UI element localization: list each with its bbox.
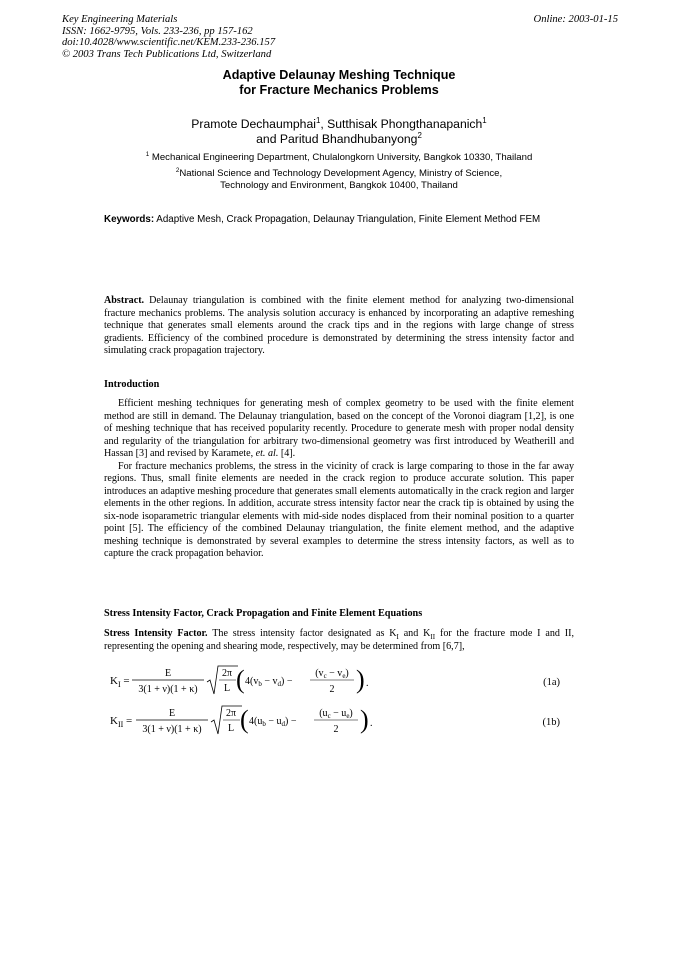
svg-text:.: . bbox=[366, 678, 369, 689]
affiliation-marker: 1 bbox=[315, 115, 321, 125]
equation-formula bbox=[110, 704, 530, 740]
svg-text:(vc − ve): $(v_c - v_e)$ bbox=[315, 668, 349, 680]
author-name: Pramote Dechaumphai bbox=[191, 117, 316, 131]
equation-number: (1b) bbox=[542, 717, 560, 728]
svg-text:(: ( bbox=[240, 705, 249, 734]
introduction-body bbox=[104, 398, 574, 561]
svg-text:4(ub − ud) −: $4(u_b - u_d)$ − bbox=[249, 716, 297, 728]
paragraph bbox=[104, 398, 574, 461]
svg-text:2: 2 bbox=[329, 684, 335, 695]
paragraph-text: and K bbox=[398, 628, 431, 639]
svg-text:.: . bbox=[370, 718, 373, 729]
affiliation-number: 1 bbox=[145, 150, 150, 158]
svg-text:KII =: $K_{II}$ = bbox=[110, 715, 133, 729]
affiliation-text-cont: Technology and Environment, Bangkok 10400, Thailand bbox=[220, 180, 458, 191]
paragraph-text: Efficient meshing techniques for generating mesh of complex geometry to be used with the finite element method are still in demand. The Delaunay triangulation, based on the concept of the Voronoi diagram [1,2], is one of meshing technique that has received popularity recently. Procedure to generate mesh with proper nodal density and regularity of the triangulation for arbitrary two-dimensional geometry was first introduced by Weatherill and Hassan [3] and revised by Karamete, bbox=[104, 398, 574, 459]
svg-text:E: E bbox=[164, 668, 172, 679]
affiliation-marker: 1 bbox=[482, 115, 487, 125]
affiliation-2 bbox=[0, 168, 678, 192]
author-name: Paritud Bhandhubanyong bbox=[279, 132, 418, 146]
abstract bbox=[104, 295, 574, 358]
paragraph-text: The stress intensity factor designated as K bbox=[212, 628, 397, 639]
issn-line: ISSN: 1662-9795, Vols. 233-236, pp 157-162 bbox=[62, 25, 253, 37]
paragraph: For fracture mechanics problems, the stress in the vicinity of crack is large comparing to those in the far away regions. Thus, small finite elements are needed in the crack region to produce accurate solution. This paper introduces an adaptive meshing procedure that generates small elements automatically in the crack region and larger elements in the other regions. In addition, accurate stress intensity factor near the crack tip is obtained by using the six-node isoparametric triangular elements with mid-side nodes displaced from their nominal position to a quarter point [5]. The efficiency of the combined Delaunay triangulation, the finite element method, and the adaptive meshing technique is demonstrated by several examples to determine the stress intensity factors, as well as to capture the crack propagation behavior. bbox=[104, 460, 574, 559]
svg-text:(uc − ue): $(u_c - u_e)$ bbox=[319, 708, 353, 720]
copyright-line: © 2003 Trans Tech Publications Ltd, Switzerland bbox=[62, 48, 272, 60]
svg-text:L: L bbox=[223, 683, 231, 694]
citation-text: [4]. bbox=[280, 448, 296, 459]
svg-text:2π: 2π bbox=[225, 708, 237, 719]
affiliation-number: 2 bbox=[175, 166, 180, 174]
affiliation-1 bbox=[0, 152, 678, 164]
svg-text:2π: 2π bbox=[221, 668, 233, 679]
equation-1b bbox=[110, 704, 580, 738]
etal-text: et. al. bbox=[255, 448, 279, 459]
journal-name: Key Engineering Materials bbox=[62, 14, 178, 25]
keywords-text: Adaptive Mesh, Crack Propagation, Delaunay Triangulation, Finite Element Method FEM bbox=[156, 214, 541, 225]
svg-text:L: L bbox=[227, 723, 235, 734]
affiliation-marker: 2 bbox=[417, 130, 422, 140]
equation-number: (1a) bbox=[543, 677, 560, 688]
subscript: I bbox=[396, 633, 399, 642]
section-heading-sif: Stress Intensity Factor, Crack Propagation and Finite Element Equations bbox=[104, 608, 423, 619]
online-date: Online: 2003-01-15 bbox=[533, 14, 618, 25]
affiliation-text: National Science and Technology Development Agency, Ministry of Science, bbox=[179, 168, 503, 179]
title-line-2: for Fracture Mechanics Problems bbox=[239, 83, 439, 97]
doi-line: doi:10.4028/www.scientific.net/KEM.233-236.157 bbox=[62, 37, 276, 49]
sif-paragraph bbox=[104, 628, 574, 653]
author-line-1: Pramote Dechaumphai$^1$, Sutthisak Phongthanapanich$^1$ bbox=[191, 115, 487, 131]
equation-formula bbox=[110, 664, 530, 700]
svg-text:4(vb − vd) −: $4(v_b - v_d)$ − bbox=[245, 676, 293, 688]
subsection-label: Stress Intensity Factor. bbox=[104, 628, 208, 639]
svg-text:3(1 + ν)(1 + κ): 3(1 + ν)(1 + κ) bbox=[138, 684, 198, 695]
keywords-label: Keywords: bbox=[104, 214, 155, 225]
svg-text:E: E bbox=[168, 708, 176, 719]
paragraph-text: for the fracture mode I and II, representing the opening and shearing mode, respectively, may be determined from [6,7], bbox=[104, 628, 575, 652]
svg-text:(: ( bbox=[236, 665, 245, 694]
equation-1a bbox=[110, 664, 580, 698]
keywords bbox=[104, 214, 544, 226]
author-list bbox=[0, 117, 678, 147]
subscript: II bbox=[430, 633, 436, 642]
abstract-text: Delaunay triangulation is combined with the finite element method for analyzing two-dimensional fracture mechanics problems. The analysis solution accuracy is enhanced by incorporating an adaptive remeshing technique that generates small elements around the crack tips and in the regions with large change of stress gradients. Efficiency of the combined procedure is demonstrated by determining the stress intensity factor and simulating crack propagation trajectory. bbox=[104, 295, 574, 356]
svg-text:2: 2 bbox=[333, 724, 339, 735]
author-name: Sutthisak Phongthanapanich bbox=[327, 117, 483, 131]
author-conjunction: and bbox=[256, 132, 280, 146]
svg-text:3(1 + ν)(1 + κ): 3(1 + ν)(1 + κ) bbox=[142, 724, 202, 735]
abstract-label: Abstract. bbox=[104, 295, 145, 306]
journal-header bbox=[62, 14, 275, 60]
title-line-1: Adaptive Delaunay Meshing Technique bbox=[222, 68, 456, 82]
svg-text:): ) bbox=[360, 705, 369, 734]
paper-title bbox=[0, 68, 678, 98]
affiliation-text: Mechanical Engineering Department, Chulalongkorn University, Bangkok 10330, Thailand bbox=[151, 152, 533, 163]
svg-text:): ) bbox=[356, 665, 365, 694]
author-line-2 bbox=[0, 132, 678, 147]
svg-text:KI =: $K_I$ = bbox=[110, 675, 130, 689]
section-heading-introduction: Introduction bbox=[104, 379, 160, 390]
